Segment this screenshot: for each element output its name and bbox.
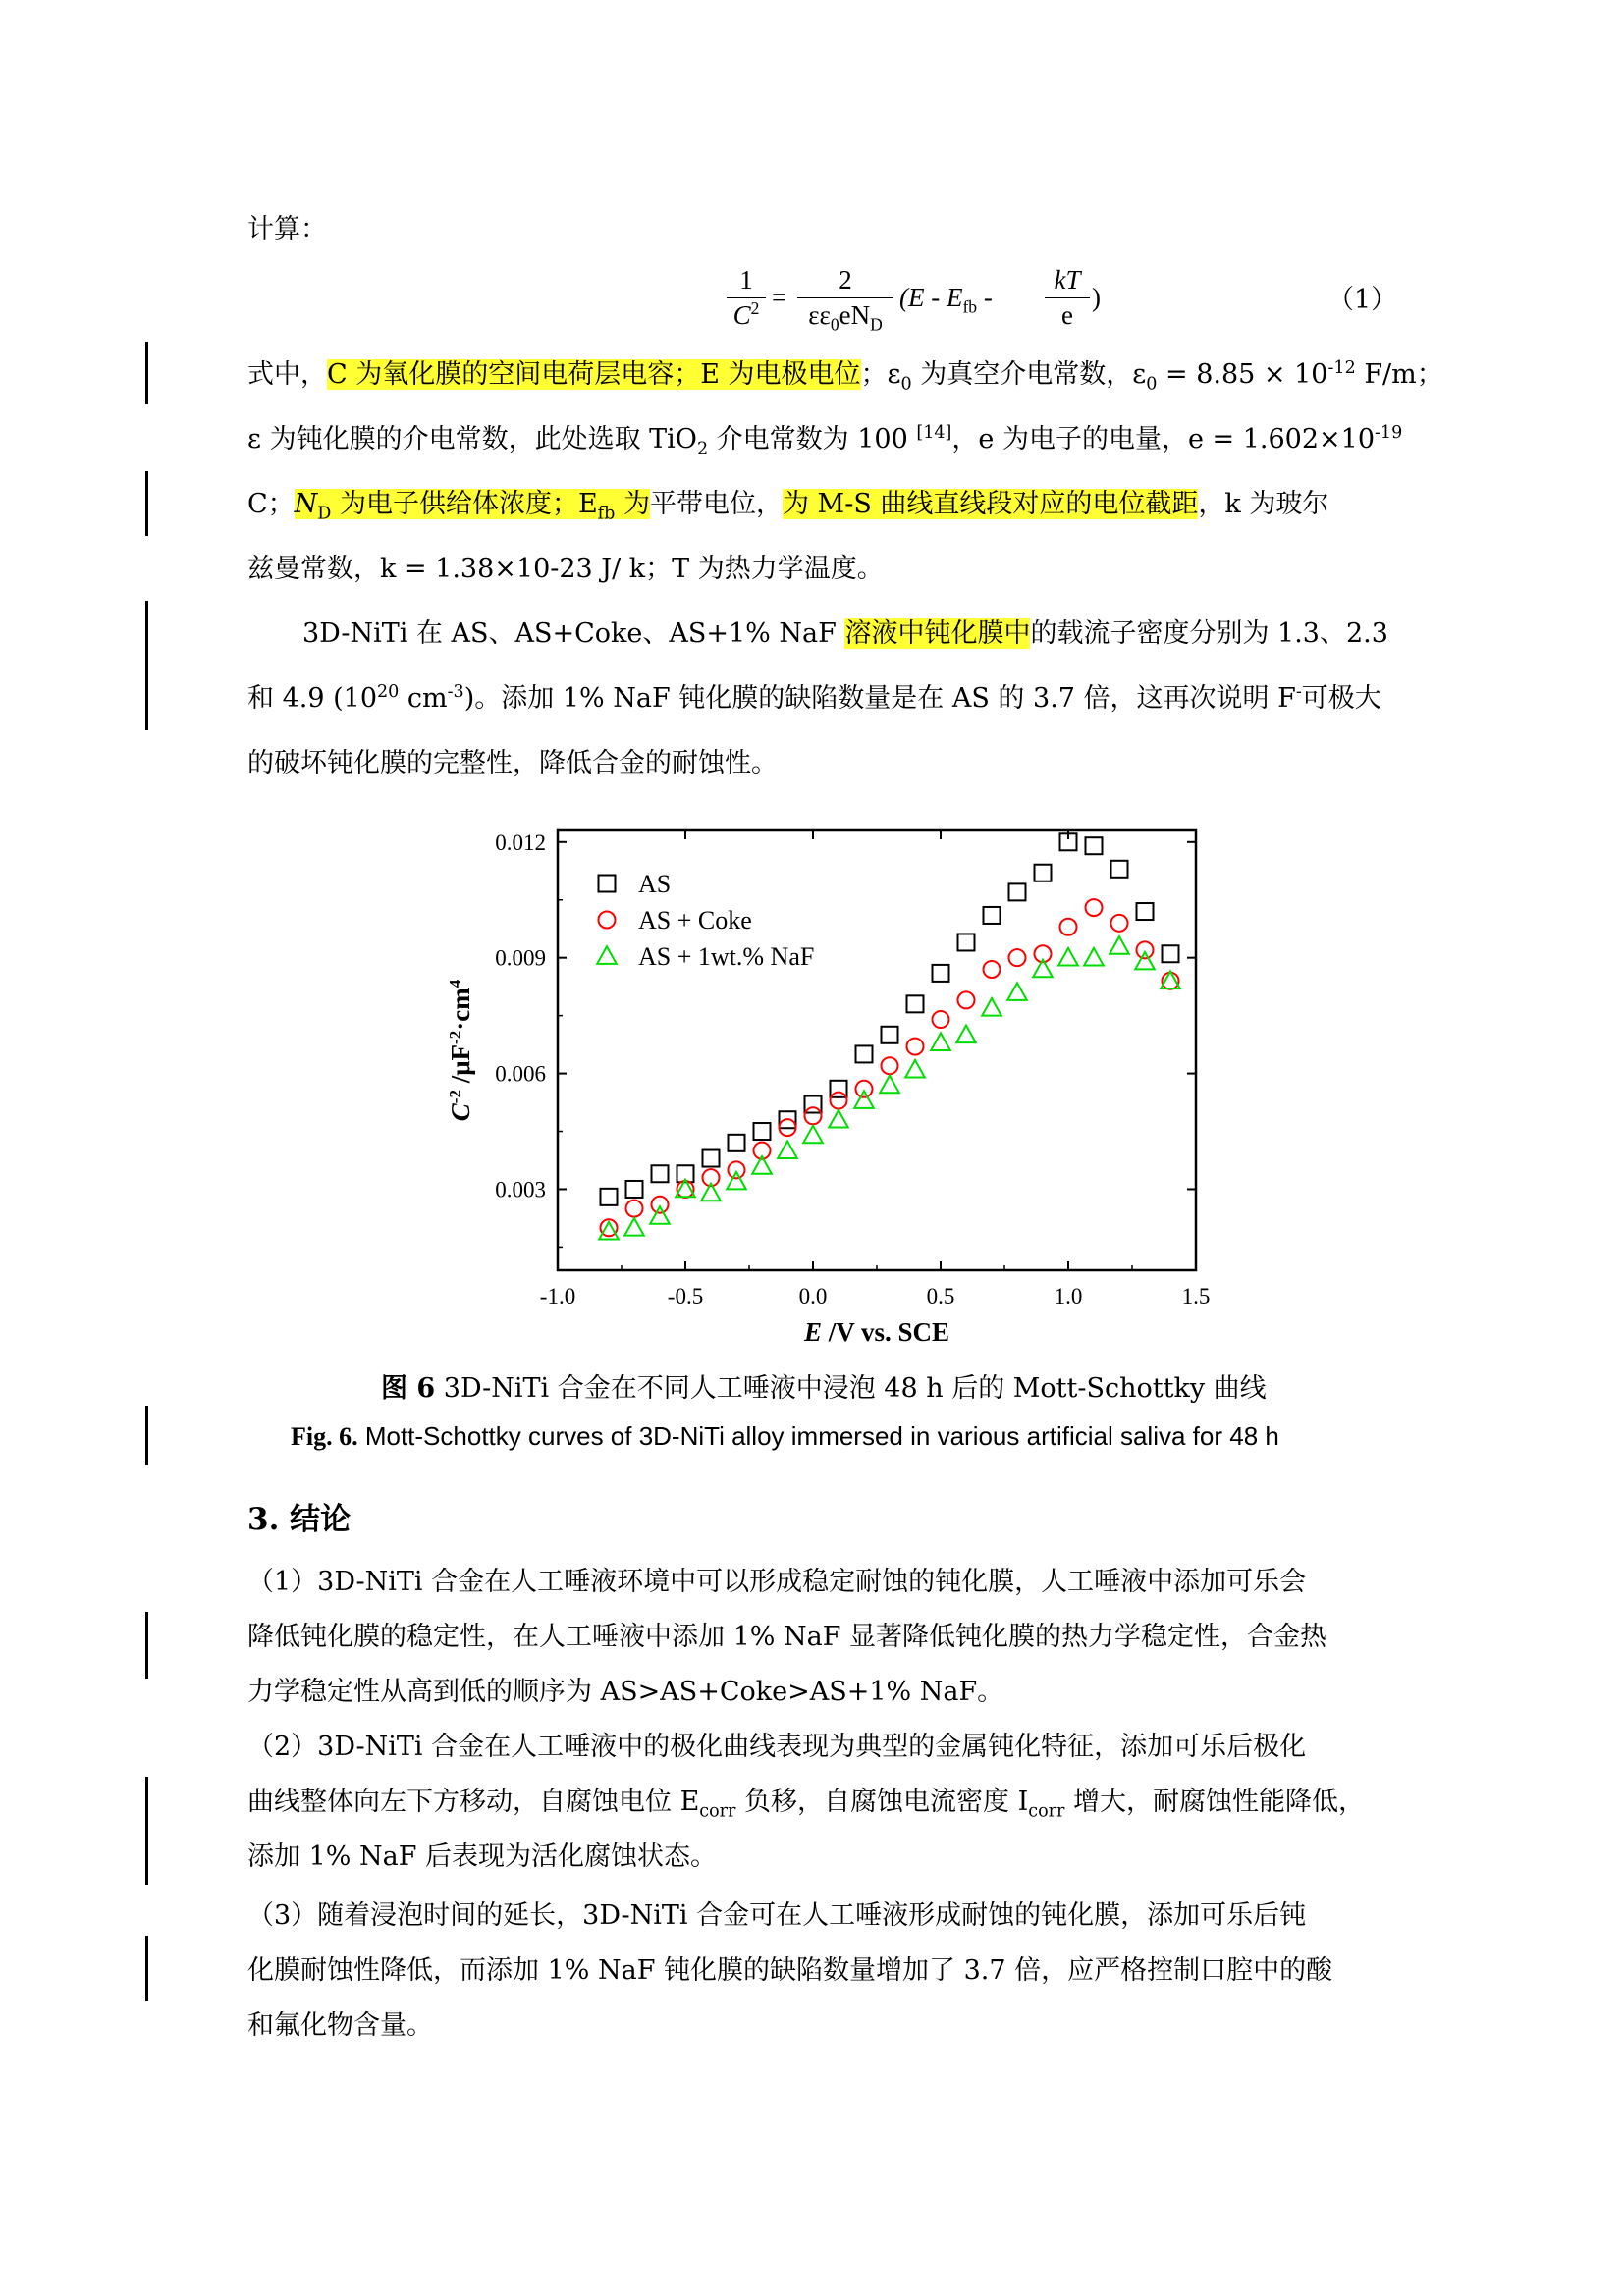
eq-lhs-den-sup: 2: [750, 298, 760, 318]
para1-l3-hl1c: 为: [615, 489, 650, 519]
data-point-square: [754, 1123, 771, 1140]
data-point-triangle: [829, 1110, 848, 1128]
data-point-triangle: [624, 1218, 644, 1236]
para2-l2-sup: 20: [377, 682, 400, 702]
data-point-circle: [1111, 915, 1128, 932]
figure-caption-cn-label: 图 6: [381, 1373, 436, 1404]
para1-l1-c: ；ε: [860, 359, 901, 390]
conclusion-2-l2-sub: corr: [699, 1801, 736, 1822]
legend-label: AS: [638, 870, 672, 898]
y-axis-label: $C^{-2}$ $/\mu F^{-2}\cdot cm^4$: [445, 979, 475, 1122]
change-bar: [145, 1406, 148, 1465]
eq-paren-minus: -: [977, 283, 993, 312]
legend-marker-square: [599, 876, 616, 892]
data-point-triangle: [956, 1026, 976, 1043]
x-axis-label: E /V vs. SCE: [803, 1317, 950, 1347]
data-point-circle: [626, 1201, 643, 1217]
conclusion-2-line3: 添加 1% NaF 后表现为活化腐蚀状态。: [247, 1842, 718, 1872]
para1-l3-nd: N: [294, 489, 318, 519]
data-point-square: [933, 965, 949, 982]
eq-rhs-den-a: εε: [808, 300, 831, 330]
data-point-square: [729, 1135, 745, 1151]
data-point-circle: [805, 1107, 822, 1124]
para1-l3-nd-sub: D: [317, 504, 332, 524]
change-bar: [145, 1612, 148, 1679]
eq-paren-open: (E - E: [899, 283, 963, 312]
conclusion-3-line3: 和氟化物含量。: [247, 2010, 433, 2041]
conclusion-2-line2: [247, 1783, 1365, 1822]
para1-l3-highlight2: 为 M-S 曲线直线段对应的电位截距: [782, 489, 1199, 519]
data-point-circle: [933, 1011, 949, 1028]
para2-l2-sup3: -: [1295, 682, 1302, 702]
para2-l2-b: cm: [399, 683, 448, 714]
conclusion-1-line1: （1）3D-NiTi 合金在人工唾液环境中可以形成稳定耐蚀的钝化膜，人工唾液中添加可乐会: [247, 1567, 1307, 1597]
para1-l1-e-sup: -12: [1327, 358, 1356, 378]
para1-l3-a: C；: [247, 489, 295, 519]
para1-l1-c-sub: 0: [900, 374, 912, 395]
data-point-triangle: [1007, 983, 1027, 1000]
data-point-square: [1111, 861, 1128, 878]
data-point-circle: [1060, 919, 1077, 935]
y-tick-label: 0.009: [495, 945, 546, 971]
eq-paren-close: ): [1092, 283, 1101, 312]
para1-l1-a: 式中，: [247, 359, 327, 390]
para1-line3: [247, 485, 1328, 524]
para2-l1-highlight: 溶液中钝化膜中: [844, 618, 1031, 649]
para2-l2-sup2: -3: [447, 682, 464, 702]
para1-l3-c: ，k 为玻尔: [1198, 489, 1329, 519]
figure-caption-en-label: Fig. 6.: [291, 1422, 358, 1451]
conclusion-2-l2-sub2: corr: [1028, 1801, 1065, 1822]
para1-l2-sup: -19: [1375, 423, 1403, 443]
para1-l1-e: = 8.85 × 10: [1157, 359, 1328, 390]
change-bar: [145, 342, 148, 404]
x-tick-label: -1.0: [539, 1284, 576, 1308]
conclusion-3-line2: 化膜耐蚀性降低，而添加 1% NaF 钝化膜的缺陷数量增加了 3.7 倍，应严格控制口腔中的酸: [247, 1955, 1333, 1986]
data-point-square: [1086, 837, 1103, 854]
data-point-circle: [984, 961, 1001, 978]
data-point-square: [1163, 945, 1179, 962]
para1-line4: 兹曼常数，k = 1.38×10-23 J/ k；T 为热力学温度。: [247, 554, 884, 584]
data-point-square: [984, 907, 1001, 924]
data-point-circle: [1009, 949, 1026, 966]
para2-line3: 的破坏钝化膜的完整性，降低合金的耐蚀性。: [247, 748, 778, 778]
calc-label: 计算：: [247, 214, 327, 244]
conclusion-2-l2-b: 负移，自腐蚀电流密度 I: [735, 1787, 1029, 1817]
data-point-triangle: [803, 1126, 823, 1144]
para1-l3-highlight1: [294, 489, 650, 524]
eq-lhs-den: C: [732, 300, 751, 330]
legend-label: AS + 1wt.% NaF: [638, 942, 815, 971]
eq-lhs-num: 1: [739, 265, 753, 294]
figure-caption-cn: [381, 1366, 1267, 1405]
para1-l3-efb-sub: fb: [597, 504, 616, 524]
data-point-square: [907, 995, 924, 1012]
para1-line2: [247, 420, 1402, 459]
eq-rhs-den-sub: 0: [830, 314, 839, 335]
eq-kt-num: kT: [1054, 265, 1081, 294]
figure-caption-en-text: Mott-Schottky curves of 3D-NiTi alloy immersed in various artificial saliva for 48 h: [357, 1421, 1279, 1451]
change-bar: [145, 471, 148, 536]
para2-l2-a: 和 4.9 (10: [247, 683, 377, 714]
y-tick-label: 0.012: [495, 829, 546, 855]
data-point-square: [652, 1165, 669, 1182]
para1-l2-b: 介电常数为 100: [708, 424, 917, 454]
legend-label: AS + Coke: [638, 906, 752, 934]
para1-line1: [247, 355, 1443, 395]
eq-kt-den: e: [1061, 300, 1073, 330]
change-bar: [145, 601, 148, 730]
conclusion-2-line1: （2）3D-NiTi 合金在人工唾液中的极化曲线表现为典型的金属钝化特征，添加可乐后极化: [247, 1732, 1307, 1762]
x-tick-label: 1.0: [1054, 1284, 1083, 1308]
para1-l2-c: ，e 为电子的电量，e = 1.602×10: [951, 424, 1375, 454]
eq-rhs-den-subd: D: [870, 314, 883, 335]
data-point-circle: [882, 1057, 898, 1074]
data-point-square: [958, 934, 975, 950]
para2-l1-a: 3D-NiTi 在 AS、AS+Coke、AS+1% NaF: [302, 618, 845, 649]
data-point-triangle: [905, 1060, 925, 1078]
data-point-square: [626, 1181, 643, 1198]
change-bar: [145, 1936, 148, 2001]
data-point-triangle: [931, 1033, 950, 1050]
data-point-triangle: [1110, 936, 1129, 954]
legend-marker-triangle: [597, 946, 617, 964]
conclusion-1-line3: 力学稳定性从高到低的顺序为 AS>AS+Coke>AS+1% NaF。: [247, 1677, 1004, 1707]
data-point-triangle: [1084, 948, 1104, 966]
para2-l2-c: )。添加 1% NaF 钝化膜的缺陷数量是在 AS 的 3.7 倍，这再次说明 F: [463, 683, 1296, 714]
data-point-triangle: [982, 998, 1001, 1016]
data-point-square: [1137, 903, 1154, 920]
eq-rhs-num: 2: [839, 265, 852, 294]
conclusion-2-l2-a: 曲线整体向左下方移动，自腐蚀电位 E: [247, 1787, 700, 1817]
figure-caption-cn-text: 3D-NiTi 合金在不同人工唾液中浸泡 48 h 后的 Mott-Schottky 曲线: [435, 1373, 1267, 1404]
para1-l2-sub: 2: [696, 439, 709, 459]
data-point-triangle: [1058, 948, 1078, 966]
conclusion-1-line2: 降低钝化膜的稳定性，在人工唾液中添加 1% NaF 显著降低钝化膜的热力学稳定性，合金热: [247, 1622, 1327, 1652]
para1-l1-d: 为真空介电常数，ε: [911, 359, 1147, 390]
x-tick-label: -0.5: [667, 1284, 704, 1308]
para1-l3-b: 平带电位，: [649, 489, 783, 519]
data-point-circle: [1086, 899, 1103, 916]
data-point-square: [882, 1027, 898, 1043]
conclusion-2-l2-c: 增大，耐腐蚀性能降低，: [1064, 1787, 1366, 1817]
citation-ref: [14]: [916, 423, 952, 443]
y-tick-label: 0.006: [495, 1061, 546, 1087]
x-tick-label: 1.5: [1181, 1284, 1211, 1308]
eq-paren-sub: fb: [962, 296, 978, 317]
para1-l1-d-sub: 0: [1146, 374, 1158, 395]
data-point-triangle: [778, 1141, 797, 1158]
para1-l1-highlight: C 为氧化膜的空间电荷层电容；E 为电极电位: [327, 359, 861, 390]
data-point-circle: [907, 1039, 924, 1055]
x-tick-label: 0.5: [926, 1284, 955, 1308]
data-point-square: [1009, 883, 1026, 900]
equation-number: （1）: [1327, 285, 1398, 315]
para2-line1: [302, 614, 1388, 654]
data-point-circle: [831, 1093, 847, 1109]
figure-caption-en: [291, 1421, 1279, 1452]
para1-l3-hl1b: 为电子供给体浓度；E: [331, 489, 598, 519]
x-tick-label: 0.0: [798, 1284, 828, 1308]
conclusion-heading: 3. 结论: [247, 1502, 352, 1537]
data-point-square: [1035, 865, 1052, 881]
y-tick-label: 0.003: [495, 1177, 546, 1202]
data-point-square: [856, 1045, 873, 1062]
data-point-triangle: [880, 1076, 899, 1094]
data-point-circle: [958, 991, 975, 1008]
para2-l2-d: 可极大: [1301, 683, 1381, 714]
change-bar: [145, 1777, 148, 1885]
para2-line2: [247, 679, 1381, 719]
data-point-square: [703, 1150, 720, 1167]
legend-marker-circle: [599, 912, 616, 929]
para1-l1-f: F/m；: [1355, 359, 1443, 390]
para2-l1-b: 的载流子密度分别为 1.3、2.3: [1030, 618, 1388, 649]
conclusion-3-line1: （3）随着浸泡时间的延长，3D-NiTi 合金可在人工唾液形成耐蚀的钝化膜，添加可乐后钝: [247, 1900, 1307, 1931]
eq-rhs-den-b: eN: [839, 300, 871, 330]
data-point-square: [601, 1189, 618, 1205]
para1-l2-a: ε 为钝化膜的介电常数，此处选取 TiO: [247, 424, 697, 454]
mott-schottky-chart: [432, 817, 1237, 1347]
